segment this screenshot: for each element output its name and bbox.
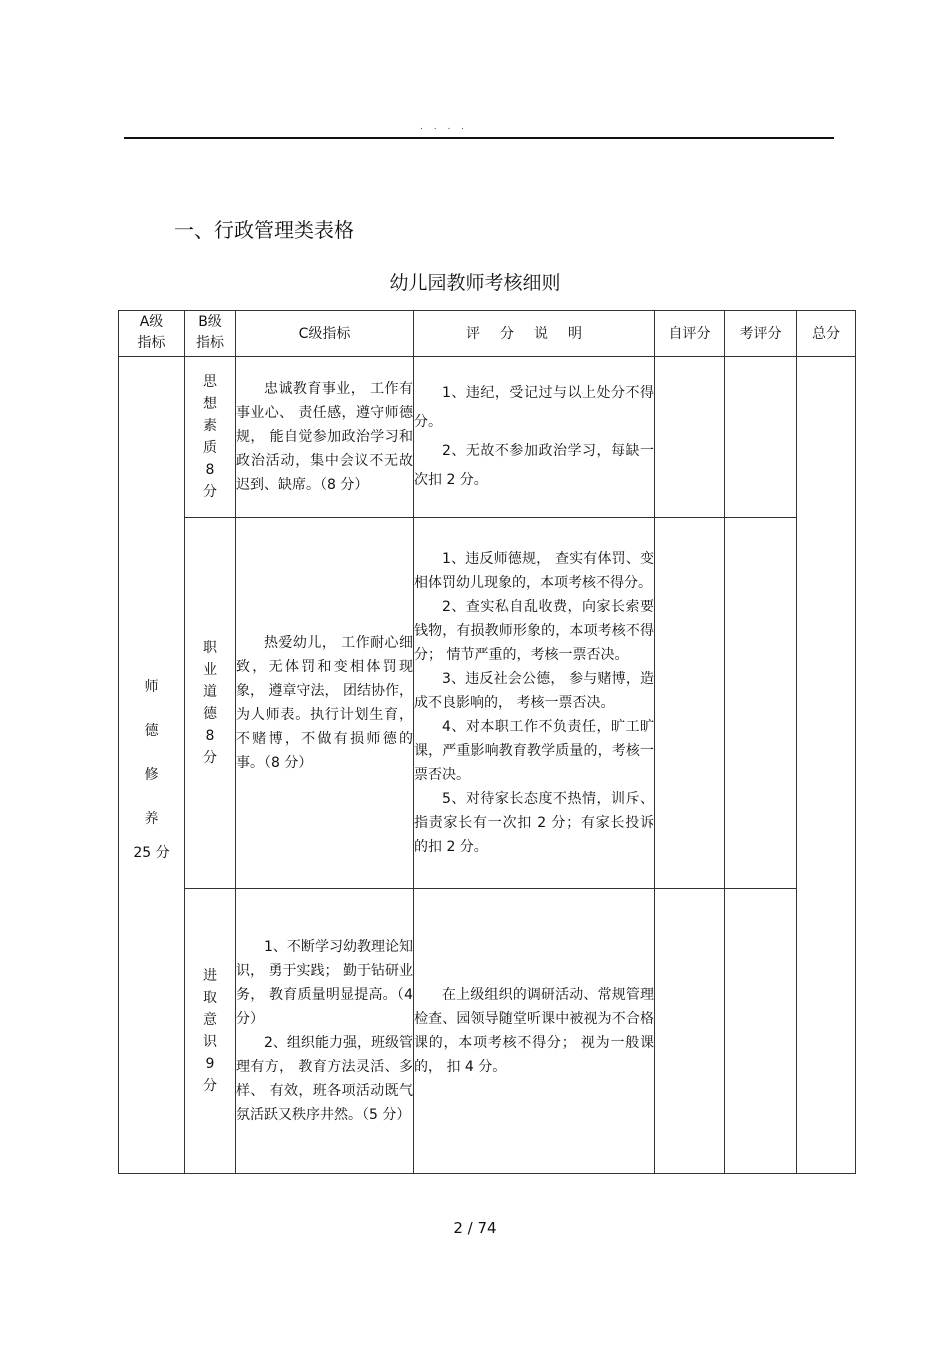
header-a-level: A级指标 — [119, 311, 185, 357]
c-level-cell: 1、不断学习幼教理论知识， 勇于实践； 勤于钻研业务， 教育质量明显提高。（4 分） 2、组织能力强，班级管理有方， 教育方法灵活、多样、 有效，班各项活动既气氛活跃又秩序井然。（5 分） — [236, 889, 414, 1174]
table-row — [119, 518, 856, 889]
b-level-cell — [185, 518, 236, 889]
header-rule — [124, 137, 834, 139]
a-category-score: 25 分 — [133, 845, 170, 861]
page-number: 2 / 74 — [453, 1219, 497, 1237]
header-total-score: 总分 — [797, 311, 856, 357]
header-description: 评分说明 — [414, 311, 655, 357]
b-level-name: 职业道德8分 — [203, 639, 217, 766]
description-cell: 1、违纪，受记过与以上处分不得分。 2、无故不参加政治学习，每缺一次扣 2 分。 — [414, 357, 655, 518]
b-level-cell — [185, 357, 236, 518]
header-b-level: B级指标 — [185, 311, 236, 357]
a-category-name: 师德修养 — [144, 679, 159, 827]
description-cell: 1、违反师德规， 查实有体罚、变相体罚幼儿现象的，本项考核不得分。 2、查实私自乱收费，向家长索要钱物，有损教师形象的，本项考核不得分； 情节严重的，考核一票否决。 3、违反社会公德， 参与赌博，造成不良影响的， 考核一票否决。 4、对本职工作不负责任，旷工旷课，严重影响教育教学质量的，考核一票否决。 5、对待家长态度不热情，训斥、指责家长有一次扣 2 分；有家长投诉的扣 2 分。 — [414, 518, 655, 889]
self-score-cell — [655, 357, 725, 518]
description-cell: 在上级组织的调研活动、常规管理检查、园领导随堂听课中被视为不合格课的，本项考核不得分； 视为一般课的， 扣 4 分。 — [414, 889, 655, 1174]
document-title: 幼儿园教师考核细则 — [389, 272, 561, 294]
review-score-cell — [725, 518, 797, 889]
table-row — [119, 889, 856, 1174]
header-review-score: 考评分 — [725, 311, 797, 357]
review-score-cell — [725, 357, 797, 518]
review-score-cell — [725, 889, 797, 1174]
self-score-cell — [655, 889, 725, 1174]
b-level-cell — [185, 889, 236, 1174]
c-level-cell: 热爱幼儿， 工作耐心细致，无体罚和变相体罚现象， 遵章守法， 团结协作， 为人师表。执行计划生育，不赌博，不做有损师德的事。（8 分） — [236, 518, 414, 889]
section-heading: 一、行政管理类表格 — [174, 218, 354, 242]
a-category-cell — [119, 357, 185, 1174]
c-level-cell: 忠诚教育事业， 工作有事业心、 责任感，遵守师德规， 能自觉参加政治学习和政治活动，集中会议不无故迟到、缺席。（8 分） — [236, 357, 414, 518]
header-self-score: 自评分 — [655, 311, 725, 357]
b-level-name: 思想素质8分 — [203, 373, 217, 500]
header-c-level: C级指标 — [236, 311, 414, 357]
total-score-cell — [797, 357, 856, 1174]
header-row — [119, 311, 856, 357]
b-level-name: 进取意识9分 — [203, 967, 217, 1094]
table-row — [119, 357, 856, 518]
assessment-table — [118, 310, 856, 1174]
header-dots: . . . . — [420, 122, 469, 132]
self-score-cell — [655, 518, 725, 889]
